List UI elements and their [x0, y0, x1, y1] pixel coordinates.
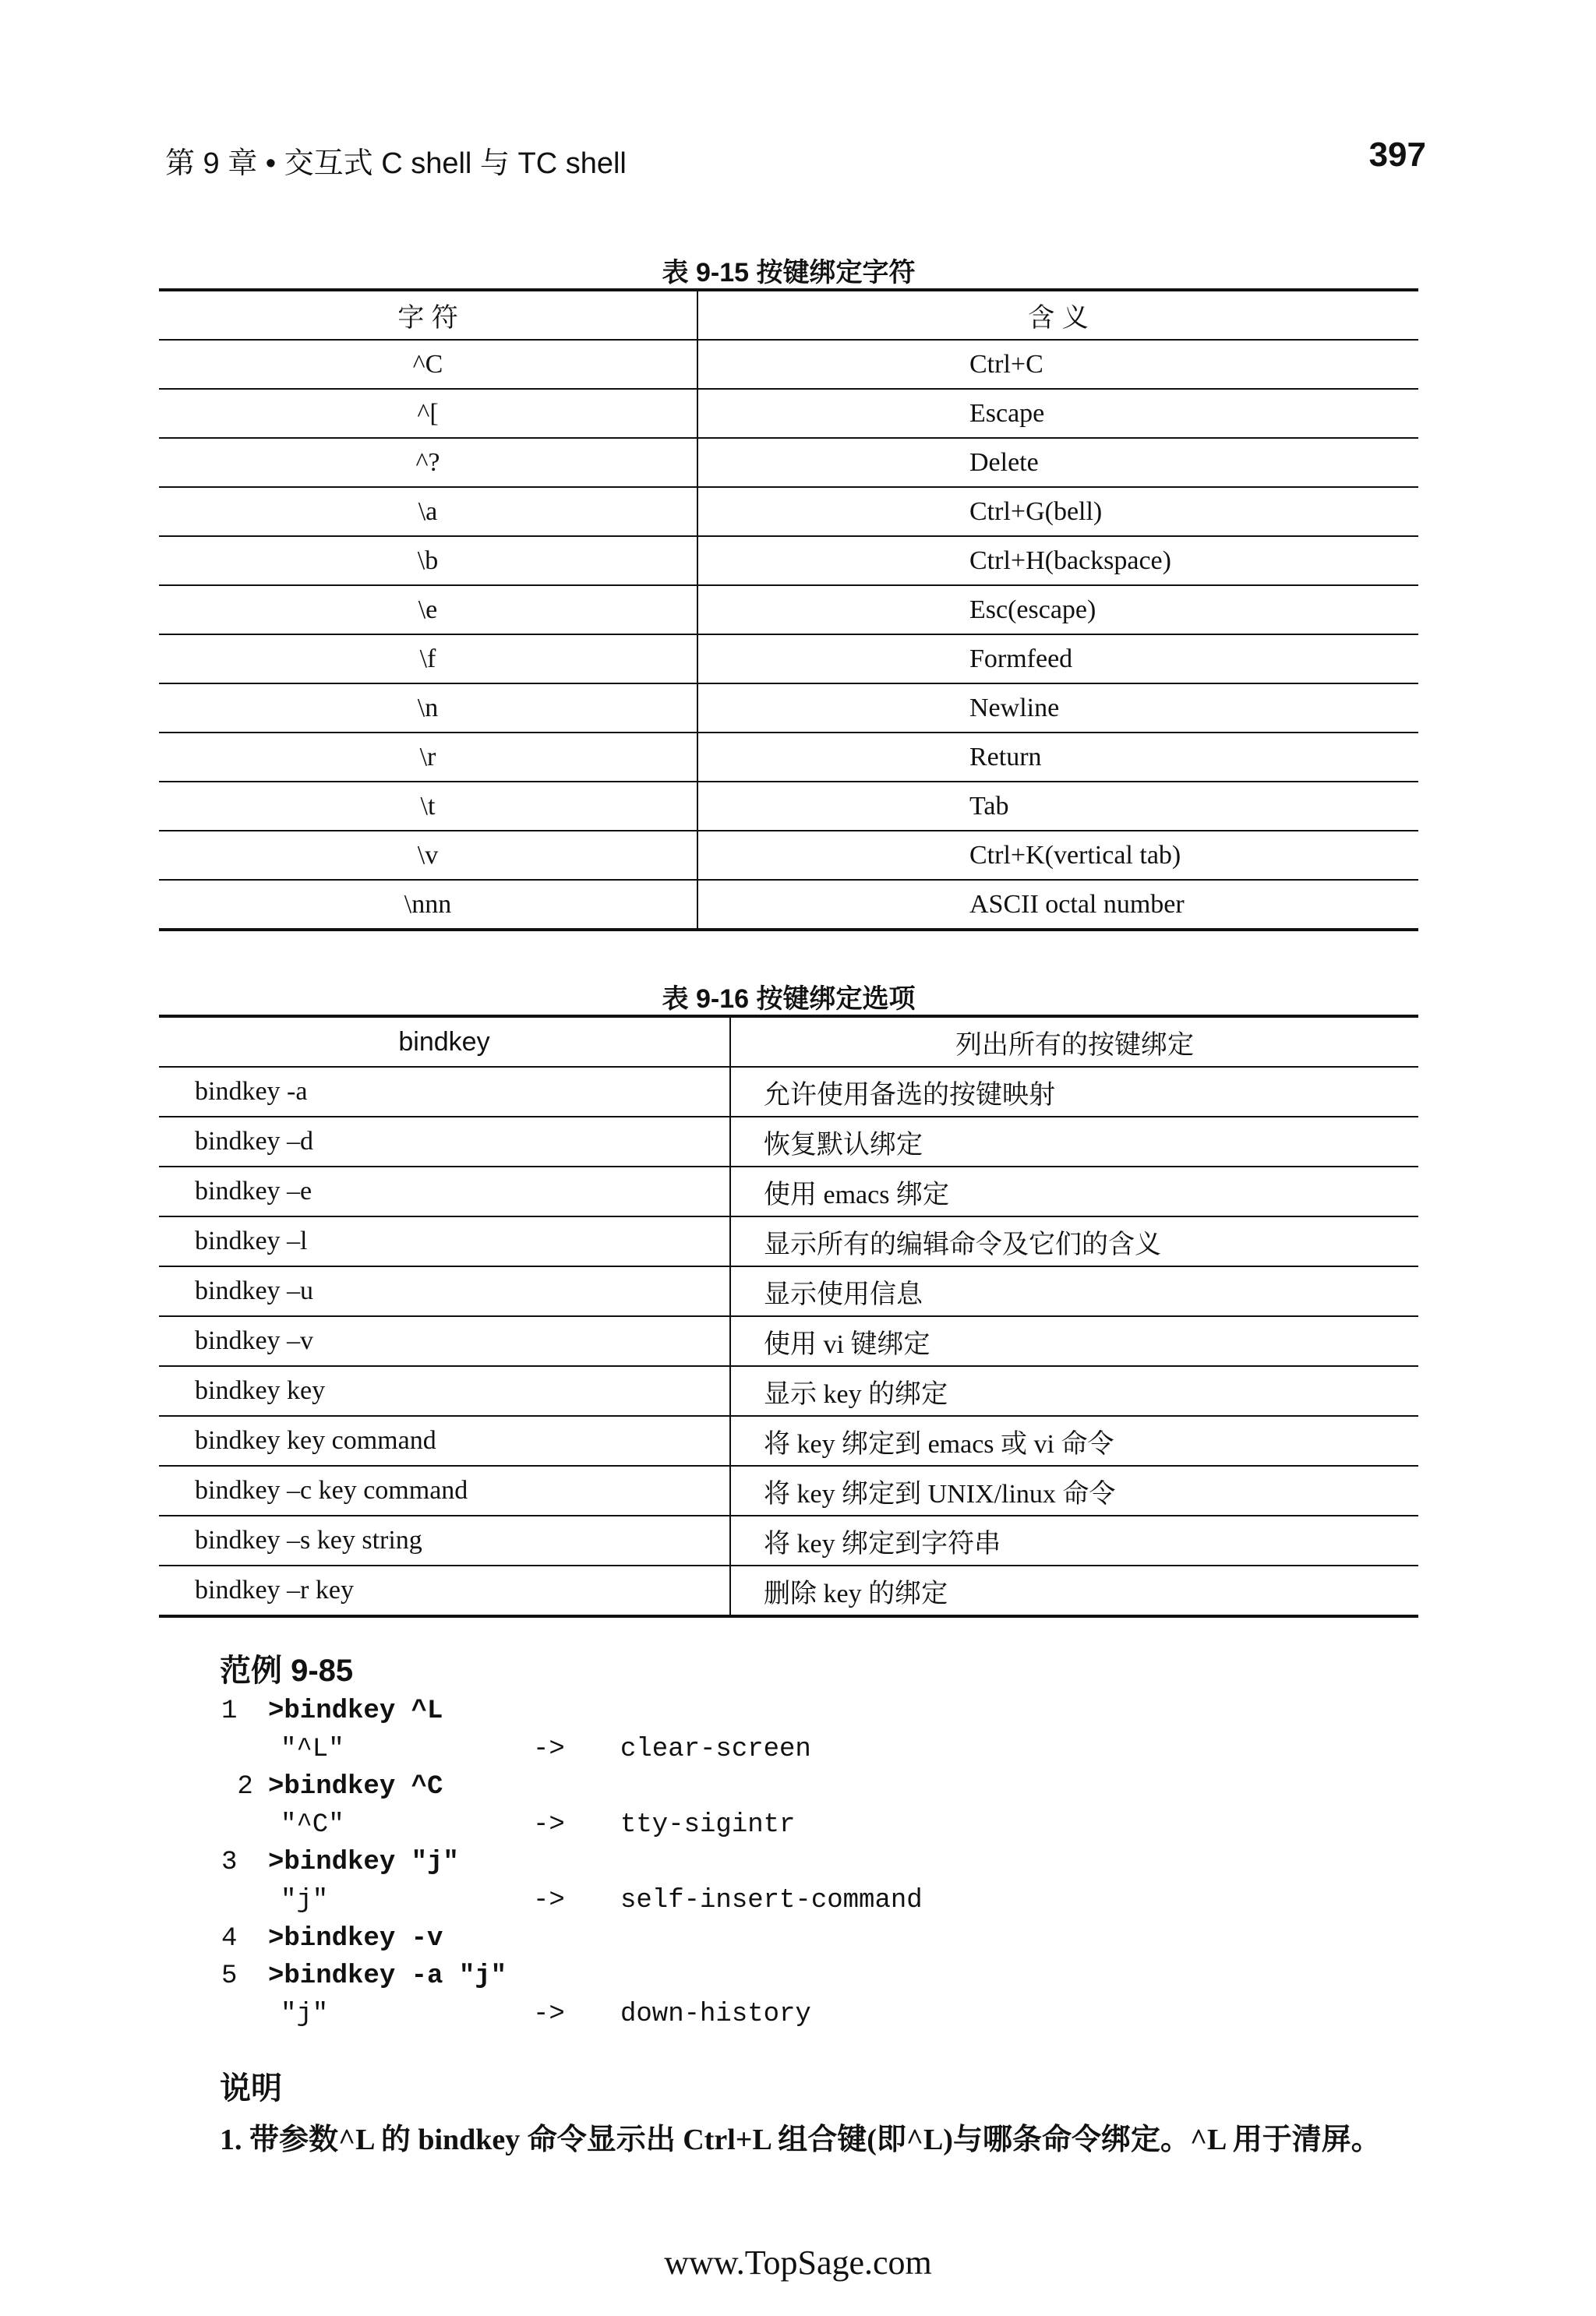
table-cell: 使用 emacs 绑定 [730, 1167, 1418, 1216]
command-text: >bindkey -a "j" [268, 1961, 507, 1992]
table-cell: \f [159, 634, 697, 683]
code-line [221, 1920, 923, 1958]
table-cell: 允许使用备选的按键映射 [730, 1067, 1418, 1117]
output-command: tty-sigintr [620, 1809, 796, 1840]
table-cell: bindkey –d [159, 1117, 730, 1167]
line-number: 4 [221, 1923, 238, 1954]
table-row [159, 1266, 1418, 1316]
page-number: 397 [1368, 136, 1426, 174]
table-cell: Esc(escape) [697, 585, 1418, 634]
table-row [159, 831, 1418, 880]
code-line [221, 1693, 923, 1731]
table-cell: bindkey –l [159, 1216, 730, 1266]
key-binding-options-table [159, 1015, 1418, 1618]
table-caption: 表 9-15 按键绑定字符 [662, 258, 916, 288]
table-header-row [159, 1016, 1418, 1067]
table-cell: Escape [697, 389, 1418, 438]
key-binding-characters-table [159, 288, 1418, 931]
table-row [159, 438, 1418, 487]
table-cell: Formfeed [697, 634, 1418, 683]
table-cell: Newline [697, 683, 1418, 733]
table-row [159, 683, 1418, 733]
footer-url: www.TopSage.com [664, 2244, 932, 2282]
table-cell: bindkey –r key [159, 1566, 730, 1616]
output-key: "^L" [281, 1734, 344, 1764]
output-arrow: -> [533, 1809, 565, 1840]
table-cell: Ctrl+H(backspace) [697, 536, 1418, 585]
table-cell: 使用 vi 键绑定 [730, 1316, 1418, 1366]
output-command: clear-screen [620, 1734, 811, 1764]
table-cell: \r [159, 733, 697, 782]
table-header-row [159, 290, 1418, 340]
table-row [159, 585, 1418, 634]
table-row [159, 1516, 1418, 1566]
note-title: 说明 [220, 2071, 282, 2106]
table-cell: ^? [159, 438, 697, 487]
output-key: "j" [281, 1999, 329, 2029]
table-cell: Tab [697, 782, 1418, 831]
table-row [159, 1117, 1418, 1167]
table-cell: \nnn [159, 880, 697, 930]
table-cell: bindkey –c key command [159, 1466, 730, 1516]
code-line [221, 1806, 923, 1845]
table-cell: ^[ [159, 389, 697, 438]
table-cell: Ctrl+K(vertical tab) [697, 831, 1418, 880]
table-cell: bindkey –s key string [159, 1516, 730, 1566]
output-key: "^C" [281, 1809, 344, 1840]
table-row [159, 880, 1418, 930]
table-row [159, 634, 1418, 683]
table-row [159, 1316, 1418, 1366]
command-text: >bindkey "j" [268, 1848, 459, 1878]
table-cell: ^C [159, 340, 697, 389]
table-cell: Ctrl+C [697, 340, 1418, 389]
table-cell: Delete [697, 438, 1418, 487]
column-header: 字 符 [159, 290, 697, 340]
table-row [159, 1466, 1418, 1516]
table-cell: \n [159, 683, 697, 733]
table-cell: 显示使用信息 [730, 1266, 1418, 1316]
command-text: >bindkey ^C [268, 1772, 443, 1802]
table-cell: 删除 key 的绑定 [730, 1566, 1418, 1616]
table-row [159, 389, 1418, 438]
line-number: 1 [221, 1696, 238, 1726]
table-cell: \b [159, 536, 697, 585]
table-cell: 恢复默认绑定 [730, 1117, 1418, 1167]
table-row [159, 782, 1418, 831]
table-cell: 显示所有的编辑命令及它们的含义 [730, 1216, 1418, 1266]
code-line [221, 1958, 923, 1996]
table-row [159, 340, 1418, 389]
table-row [159, 1067, 1418, 1117]
table-cell: bindkey –u [159, 1266, 730, 1316]
output-arrow: -> [533, 1885, 565, 1915]
note-text: 1. 带参数^L 的 bindkey 命令显示出 Ctrl+L 组合键(即^L)与哪条命令绑定。^L 用于清屏。 [220, 2124, 1381, 2156]
code-line [221, 1844, 923, 1882]
page-header [165, 136, 1426, 185]
command-text: >bindkey ^L [268, 1696, 443, 1726]
table-row [159, 733, 1418, 782]
column-header: bindkey [159, 1016, 730, 1067]
line-number: 5 [221, 1961, 238, 1992]
chapter-title: 第 9 章 • 交互式 C shell 与 TC shell [165, 147, 627, 180]
table-cell: \v [159, 831, 697, 880]
table-cell: bindkey –v [159, 1316, 730, 1366]
table-row [159, 536, 1418, 585]
table-cell: bindkey –e [159, 1167, 730, 1216]
table-cell: \e [159, 585, 697, 634]
table-cell: ASCII octal number [697, 880, 1418, 930]
table-cell: 将 key 绑定到 emacs 或 vi 命令 [730, 1416, 1418, 1466]
table-cell: bindkey key command [159, 1416, 730, 1466]
table-cell: Ctrl+G(bell) [697, 487, 1418, 536]
table-row [159, 1416, 1418, 1466]
line-number: 2 [221, 1772, 253, 1802]
example-title: 范例 9-85 [220, 1654, 354, 1688]
table-row [159, 1167, 1418, 1216]
output-key: "j" [281, 1885, 329, 1915]
column-header: 含 义 [697, 290, 1418, 340]
code-line [221, 1768, 923, 1806]
table-cell: 显示 key 的绑定 [730, 1366, 1418, 1416]
output-command: down-history [620, 1999, 811, 2029]
command-text: >bindkey -v [268, 1923, 443, 1954]
table-row [159, 487, 1418, 536]
output-command: self-insert-command [620, 1885, 923, 1915]
code-line [221, 1731, 923, 1769]
output-arrow: -> [533, 1734, 565, 1764]
table-caption: 表 9-16 按键绑定选项 [662, 984, 916, 1014]
column-header: 列出所有的按键绑定 [730, 1016, 1418, 1067]
table-row [159, 1566, 1418, 1616]
table-row [159, 1216, 1418, 1266]
table-cell: bindkey key [159, 1366, 730, 1416]
code-example [221, 1693, 923, 2033]
code-line [221, 1996, 923, 2034]
table-row [159, 1366, 1418, 1416]
table-cell: \a [159, 487, 697, 536]
line-number: 3 [221, 1848, 238, 1878]
table-cell: 将 key 绑定到字符串 [730, 1516, 1418, 1566]
table-cell: 将 key 绑定到 UNIX/linux 命令 [730, 1466, 1418, 1516]
output-arrow: -> [533, 1999, 565, 2029]
code-line [221, 1882, 923, 1920]
table-cell: Return [697, 733, 1418, 782]
table-cell: \t [159, 782, 697, 831]
table-cell: bindkey -a [159, 1067, 730, 1117]
